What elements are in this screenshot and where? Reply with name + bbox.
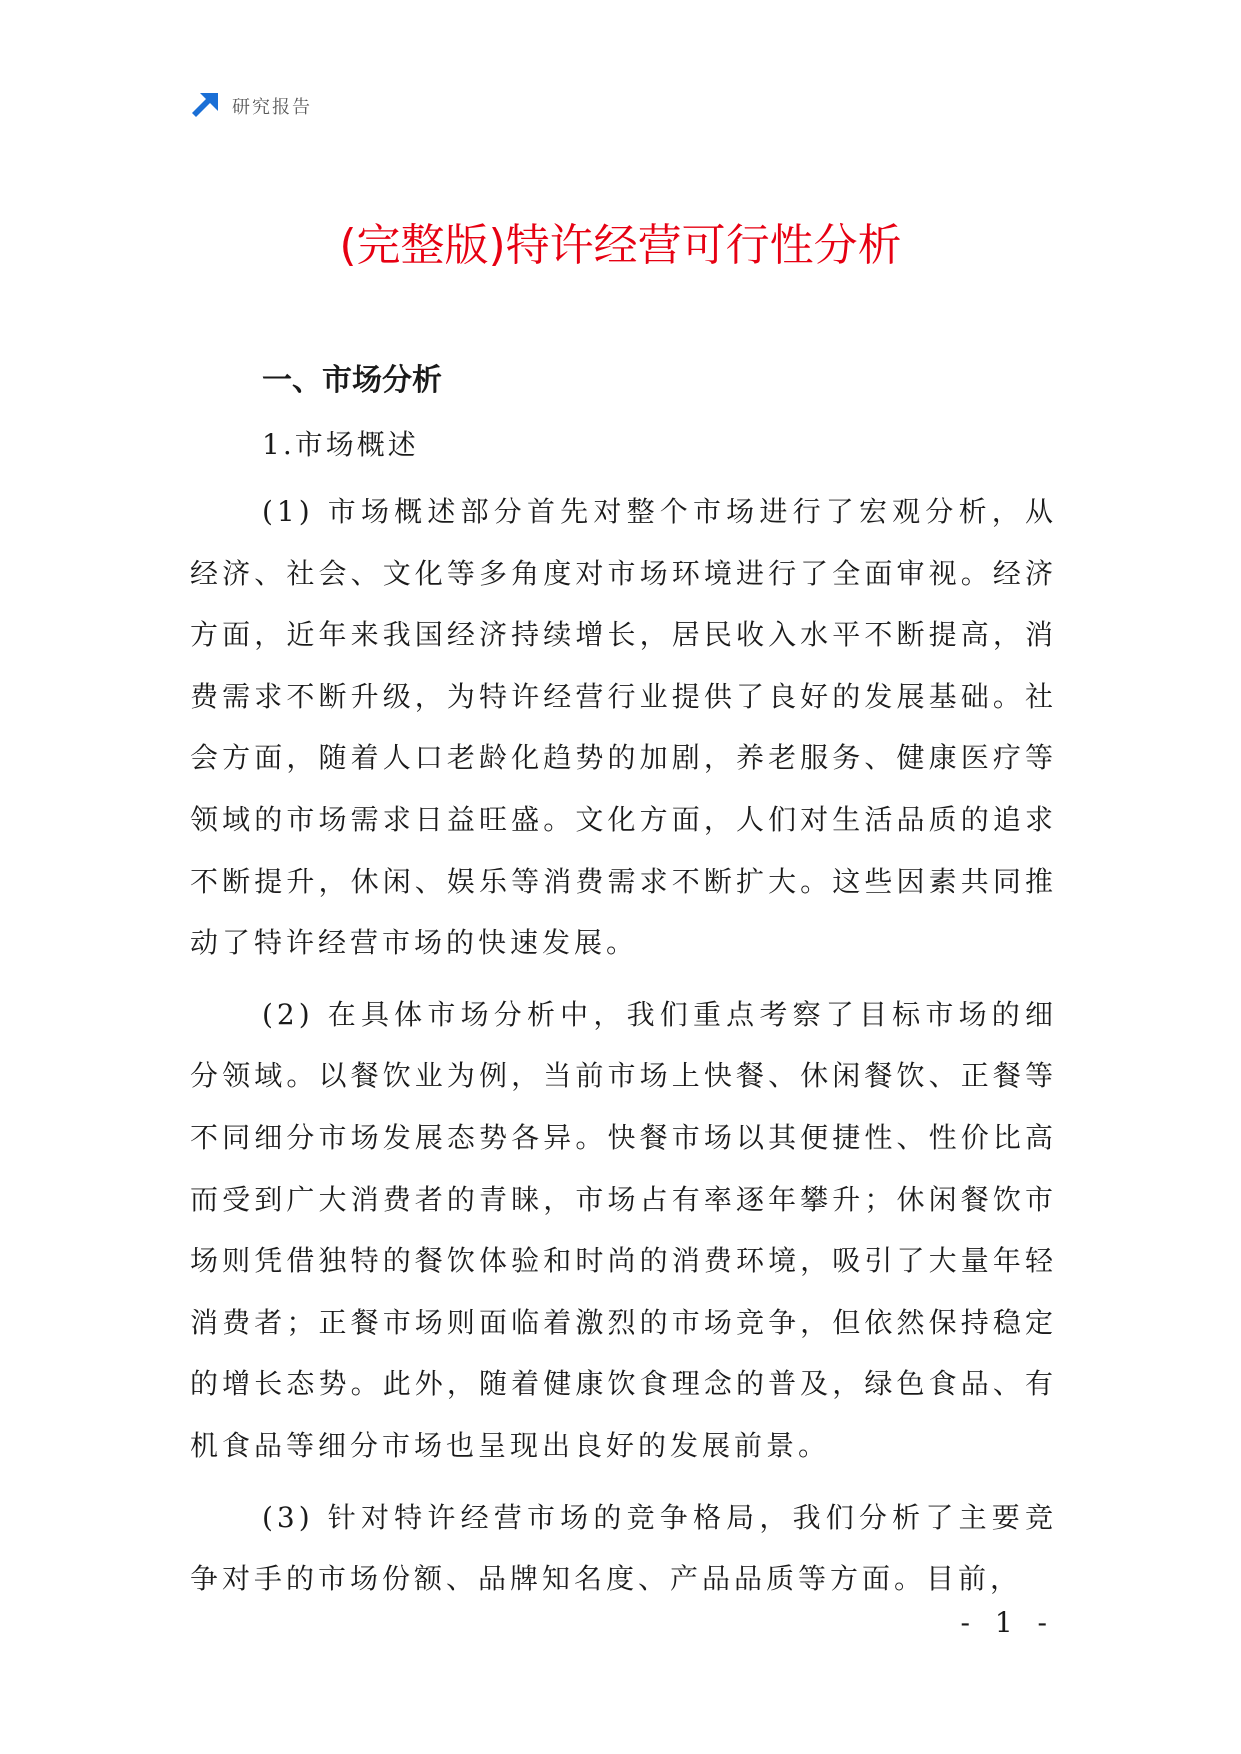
paragraph: (2) 在具体市场分析中，我们重点考察了目标市场的细分领域。以餐饮业为例，当前市场上快餐、休闲餐饮、正餐等不同细分市场发展态势各异。快餐市场以其便捷性、性价比高而受到广大消费者的青睐，市场占有率逐年攀升；休闲餐饮市场则凭借独特的餐饮体验和时尚的消费环境，吸引了大量年轻消费者；正餐市场则面临着激烈的市场竞争，但依然保持稳定的增长态势。此外，随着健康饮食理念的普及，绿色食品、有机食品等细分市场也呈现出良好的发展前景。 [190, 997, 1057, 1462]
arrow-up-right-icon [190, 91, 220, 121]
page-number: - 1 - [960, 1606, 1055, 1639]
document-body [190, 355, 1057, 1610]
section-heading: 一、市场分析 [262, 363, 442, 398]
sub-heading: 1.市场概述 [262, 428, 419, 461]
page-header [190, 88, 312, 124]
header-label: 研究报告 [232, 97, 312, 118]
document-title: (完整版)特许经营可行性分析 [339, 220, 902, 271]
paragraph: (3) 针对特许经营市场的竞争格局，我们分析了主要竞争对手的市场份额、品牌知名度、产品品质等方面。目前， [190, 1500, 1057, 1596]
paragraph: (1) 市场概述部分首先对整个市场进行了宏观分析，从经济、社会、文化等多角度对市场环境进行了全面审视。经济方面，近年来我国经济持续增长，居民收入水平不断提高，消费需求不断升级，为特许经营行业提供了良好的发展基础。社会方面，随着人口老龄化趋势的加剧，养老服务、健康医疗等领域的市场需求日益旺盛。文化方面，人们对生活品质的追求不断提升，休闲、娱乐等消费需求不断扩大。这些因素共同推动了特许经营市场的快速发展。 [190, 495, 1057, 960]
